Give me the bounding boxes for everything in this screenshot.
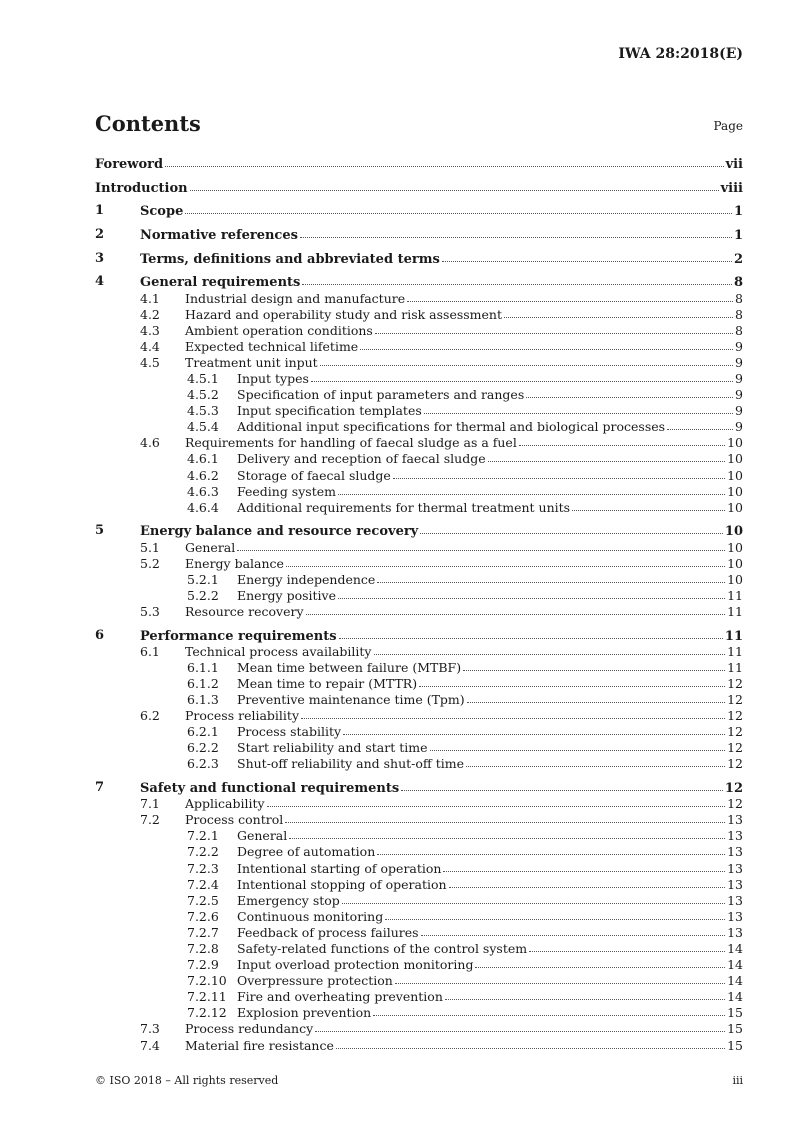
toc-entry-title: Specification of input parameters and ranges — [237, 387, 525, 403]
dot-leader — [301, 707, 725, 719]
toc-entry[interactable] — [95, 604, 743, 620]
toc-entry[interactable] — [95, 1021, 743, 1037]
toc-entry[interactable] — [95, 339, 743, 355]
toc-entry-number: 6.2.3 — [187, 756, 219, 772]
copyright-notice: © ISO 2018 – All rights reserved — [95, 1074, 279, 1087]
dot-leader — [449, 876, 726, 888]
toc-entry-title: Overpressure protection — [237, 973, 393, 989]
toc-entry-title: Degree of automation — [237, 844, 376, 860]
dot-leader — [375, 322, 733, 334]
toc-entry-title: Energy positive — [237, 587, 337, 603]
toc-entry[interactable] — [95, 307, 743, 323]
toc-entry[interactable] — [95, 227, 743, 243]
toc-entry-page: 10 — [727, 499, 743, 515]
toc-entry[interactable] — [95, 724, 743, 740]
toc-entry-title: Energy independence — [237, 571, 376, 587]
toc-entry-number: 7.2.8 — [187, 940, 219, 956]
dot-leader — [338, 587, 725, 599]
dot-leader — [320, 354, 733, 366]
toc-entry-title: Start reliability and start time — [237, 740, 428, 756]
toc-entry-page: 9 — [735, 403, 743, 419]
toc-entry[interactable] — [95, 451, 743, 467]
toc-entry-number: 4.5.4 — [187, 419, 219, 435]
toc-entry[interactable] — [95, 628, 743, 644]
dot-leader — [407, 290, 733, 302]
toc-entry-title: Input types — [237, 371, 309, 386]
toc-entry-title: Feeding system — [237, 483, 336, 499]
toc-entry-title: Emergency stop — [237, 892, 340, 908]
dot-leader — [306, 603, 726, 615]
toc-entry-title: Treatment unit input — [185, 354, 318, 370]
toc-entry-title: Energy balance — [185, 555, 284, 571]
toc-entry-page: 1 — [733, 228, 743, 244]
dot-leader — [286, 555, 725, 567]
toc-entry-title: Intentional stopping of operation — [237, 876, 447, 892]
dot-leader — [289, 827, 725, 839]
toc-entry[interactable] — [95, 588, 743, 604]
toc-entry-title: Requirements for handling of faecal sludge as a fuel — [185, 435, 517, 451]
toc-entry-page: 12 — [727, 756, 743, 772]
toc-entry-title: Introduction — [95, 180, 188, 196]
dot-leader — [488, 450, 725, 462]
dot-leader — [377, 843, 725, 855]
toc-entry-number: 4.1 — [140, 290, 160, 306]
toc-entry-page: 14 — [727, 940, 743, 956]
toc-entry[interactable] — [95, 572, 743, 588]
toc-entry-title: Preventive maintenance time (Tpm) — [237, 691, 465, 707]
toc-entry-number: 7.2.5 — [187, 892, 219, 908]
toc-entry-page: 11 — [727, 603, 743, 619]
toc-entry-page: viii — [720, 180, 743, 196]
toc-entry-number: 6 — [95, 627, 105, 643]
toc-entry-number: 5.3 — [140, 603, 160, 619]
toc-entry-number: 6.2 — [140, 708, 160, 724]
toc-entry[interactable] — [95, 435, 743, 451]
dot-leader — [526, 386, 733, 398]
toc-entry-title: General — [185, 539, 236, 555]
dot-leader — [373, 1004, 725, 1016]
toc-entry-title: Feedback of process failures — [237, 924, 419, 940]
toc-entry-number: 6.1 — [140, 643, 160, 659]
dot-leader — [311, 370, 733, 382]
toc-entry-page: 13 — [727, 924, 743, 940]
dot-leader — [519, 434, 725, 446]
dot-leader — [374, 643, 726, 655]
table-of-contents — [95, 156, 743, 1054]
toc-entry-number: 6.1.1 — [187, 659, 219, 675]
toc-entry-page: 10 — [724, 524, 743, 540]
dot-leader — [336, 1037, 725, 1049]
toc-entry-page: 12 — [724, 781, 743, 797]
dot-leader — [165, 155, 723, 167]
toc-entry-page: 10 — [727, 435, 743, 451]
toc-entry[interactable] — [95, 796, 743, 812]
toc-entry-title: Energy balance and resource recovery — [140, 524, 419, 540]
toc-entry[interactable] — [95, 660, 743, 676]
toc-entry-number: 4.5.1 — [187, 371, 219, 386]
toc-entry-number: 4 — [95, 274, 105, 290]
toc-entry-page: 13 — [727, 908, 743, 924]
toc-entry-number: 7.2.12 — [187, 1005, 227, 1021]
toc-entry[interactable] — [95, 371, 743, 387]
toc-entry-page: 10 — [727, 483, 743, 499]
dot-leader — [190, 179, 719, 191]
dot-leader — [338, 483, 725, 495]
toc-entry-page: 10 — [727, 451, 743, 467]
toc-entry-page: 13 — [727, 876, 743, 892]
toc-entry-page: 12 — [727, 740, 743, 756]
toc-entry-title: Intentional starting of operation — [237, 860, 442, 876]
toc-entry[interactable] — [95, 973, 743, 989]
toc-entry-number: 6.1.3 — [187, 691, 219, 707]
toc-entry-page: 10 — [727, 467, 743, 483]
toc-entry[interactable] — [95, 1038, 743, 1054]
toc-entry[interactable] — [95, 644, 743, 660]
toc-entry-title: Continuous monitoring — [237, 908, 384, 924]
dot-leader — [421, 924, 726, 936]
toc-entry[interactable] — [95, 957, 743, 973]
toc-entry-page: 14 — [727, 957, 743, 973]
toc-entry-title: Industrial design and manufacture — [185, 290, 406, 306]
dot-leader — [443, 860, 725, 872]
toc-entry[interactable] — [95, 828, 743, 844]
toc-entry-number: 4.6.4 — [187, 499, 219, 515]
toc-entry-title: Mean time to repair (MTTR) — [237, 675, 418, 691]
toc-entry-number: 6.2.1 — [187, 724, 219, 740]
toc-entry-title: Additional input specifications for thermal and biological processes — [237, 419, 666, 435]
dot-leader — [315, 1020, 725, 1032]
toc-entry-page: 13 — [727, 860, 743, 876]
dot-leader — [343, 723, 725, 735]
toc-entry-page: 9 — [735, 419, 743, 435]
toc-entry-title: Terms, definitions and abbreviated terms — [140, 251, 440, 267]
toc-entry-title: Safety and functional requirements — [140, 781, 400, 797]
toc-entry-page: 12 — [727, 796, 743, 812]
toc-entry[interactable] — [95, 484, 743, 500]
dot-leader — [424, 402, 733, 414]
dot-leader — [572, 499, 725, 511]
toc-entry[interactable] — [95, 844, 743, 860]
toc-entry-page: 8 — [735, 290, 743, 306]
toc-entry[interactable] — [95, 540, 743, 556]
toc-entry-title: Hazard and operability study and risk assessment — [185, 306, 502, 322]
toc-entry[interactable] — [95, 156, 743, 172]
toc-entry[interactable] — [95, 780, 743, 796]
toc-entry-number: 7.2.6 — [187, 908, 219, 924]
toc-entry[interactable] — [95, 708, 743, 724]
toc-entry-title: Delivery and reception of faecal sludge — [237, 451, 486, 467]
toc-entry-title: Fire and overheating prevention — [237, 989, 443, 1005]
dot-leader — [360, 338, 733, 350]
dot-leader — [504, 306, 733, 318]
toc-entry-page: 11 — [727, 643, 743, 659]
toc-entry-page: vii — [725, 157, 743, 172]
dot-leader — [529, 940, 725, 952]
toc-entry[interactable] — [95, 909, 743, 925]
toc-entry-title: Storage of faecal sludge — [237, 467, 391, 483]
toc-entry[interactable] — [95, 861, 743, 877]
toc-entry-number: 4.6.2 — [187, 467, 219, 483]
toc-entry-title: Normative references — [140, 228, 298, 244]
toc-entry-page: 12 — [727, 691, 743, 707]
toc-entry-number: 4.6 — [140, 435, 160, 451]
toc-entry-number: 7.1 — [140, 796, 160, 812]
toc-entry-number: 7.2.9 — [187, 957, 219, 973]
toc-entry-page: 1 — [733, 204, 743, 220]
toc-entry-number: 5 — [95, 523, 105, 539]
toc-entry[interactable] — [95, 756, 743, 772]
dot-leader — [463, 659, 725, 671]
dot-leader — [339, 627, 723, 639]
toc-entry[interactable] — [95, 989, 743, 1005]
toc-entry-number: 4.6.1 — [187, 451, 219, 467]
toc-entry[interactable] — [95, 812, 743, 828]
toc-entry-number: 5.2.2 — [187, 587, 219, 603]
toc-entry[interactable] — [95, 877, 743, 893]
toc-entry-title: Explosion prevention — [237, 1005, 372, 1021]
toc-entry-title: Safety-related functions of the control system — [237, 940, 528, 956]
page-number: iii — [732, 1074, 743, 1087]
toc-entry[interactable] — [95, 180, 743, 196]
toc-entry-page: 12 — [727, 724, 743, 740]
toc-entry-title: Resource recovery — [185, 603, 304, 619]
toc-entry-number: 2 — [95, 227, 105, 243]
toc-entry-number: 4.5.2 — [187, 387, 219, 403]
toc-entry[interactable] — [95, 387, 743, 403]
toc-entry-title: Material fire resistance — [185, 1037, 334, 1053]
toc-entry-title: Technical process availability — [185, 643, 372, 659]
toc-entry[interactable] — [95, 403, 743, 419]
toc-entry-number: 7.2.7 — [187, 924, 219, 940]
toc-entry-page: 13 — [727, 844, 743, 860]
dot-leader — [420, 522, 723, 534]
toc-entry-title: Process stability — [237, 724, 342, 740]
toc-entry-page: 8 — [733, 275, 743, 291]
dot-leader — [430, 739, 726, 751]
dot-leader — [393, 467, 725, 479]
toc-entry[interactable] — [95, 925, 743, 941]
dot-leader — [342, 892, 725, 904]
toc-entry[interactable] — [95, 323, 743, 339]
dot-leader — [377, 571, 725, 583]
toc-entry[interactable] — [95, 941, 743, 957]
toc-entry-title: Additional requirements for thermal treatment units — [237, 499, 571, 515]
toc-entry-title: Performance requirements — [140, 628, 337, 644]
toc-entry[interactable] — [95, 355, 743, 371]
toc-entry-page: 13 — [727, 892, 743, 908]
dot-leader — [237, 539, 725, 551]
toc-entry-title: General — [237, 828, 288, 844]
toc-entry-number: 3 — [95, 250, 105, 266]
toc-entry-number: 7.2.11 — [187, 989, 227, 1005]
toc-entry-page: 2 — [733, 251, 743, 267]
toc-entry-title: Foreword — [95, 157, 164, 172]
toc-entry-page: 15 — [727, 1005, 743, 1021]
dot-leader — [445, 988, 725, 1000]
toc-entry-page: 9 — [735, 354, 743, 370]
dot-leader — [401, 779, 723, 791]
toc-entry[interactable] — [95, 203, 743, 219]
toc-entry[interactable] — [95, 523, 743, 539]
toc-entry[interactable] — [95, 500, 743, 516]
toc-entry[interactable] — [95, 740, 743, 756]
toc-entry-number: 5.2 — [140, 555, 160, 571]
toc-entry-page: 9 — [735, 338, 743, 354]
dot-leader — [467, 691, 725, 703]
toc-entry-page: 15 — [727, 1021, 743, 1037]
toc-entry-page: 12 — [727, 675, 743, 691]
toc-entry-title: Process reliability — [185, 708, 300, 724]
toc-entry-title: Expected technical lifetime — [185, 338, 359, 354]
toc-entry[interactable] — [95, 274, 743, 290]
toc-entry-title: Process control — [185, 812, 284, 828]
toc-entry-page: 9 — [735, 371, 743, 386]
toc-entry-number: 4.5 — [140, 354, 160, 370]
toc-entry-page: 10 — [727, 539, 743, 555]
dot-leader — [285, 811, 725, 823]
toc-entry-title: Process redundancy — [185, 1021, 314, 1037]
toc-entry-number: 7.2 — [140, 812, 160, 828]
toc-entry-page: 9 — [735, 387, 743, 403]
toc-entry[interactable] — [95, 556, 743, 572]
toc-entry-page: 10 — [727, 555, 743, 571]
toc-entry-title: Input overload protection monitoring — [237, 957, 474, 973]
contents-heading: Contents — [95, 111, 201, 136]
toc-entry-number: 7 — [95, 780, 105, 796]
toc-entry-page: 12 — [727, 708, 743, 724]
document-id: IWA 28:2018(E) — [618, 46, 743, 62]
toc-entry-title: Ambient operation conditions — [185, 322, 373, 338]
toc-entry[interactable] — [95, 676, 743, 692]
toc-entry-number: 7.2.1 — [187, 828, 219, 844]
toc-entry-number: 4.6.3 — [187, 483, 219, 499]
toc-entry-page: 8 — [735, 306, 743, 322]
toc-entry-title: Mean time between failure (MTBF) — [237, 659, 462, 675]
toc-entry[interactable] — [95, 468, 743, 484]
toc-entry-number: 5.2.1 — [187, 571, 219, 587]
dot-leader — [185, 202, 732, 214]
toc-entry-number: 7.2.3 — [187, 860, 219, 876]
toc-entry-number: 7.4 — [140, 1037, 160, 1053]
toc-entry-number: 7.2.4 — [187, 876, 219, 892]
dot-leader — [466, 755, 725, 767]
toc-entry[interactable] — [95, 419, 743, 435]
toc-entry-page: 11 — [727, 587, 743, 603]
toc-entry-number: 6.1.2 — [187, 675, 219, 691]
dot-leader — [302, 273, 732, 285]
toc-entry-number: 4.5.3 — [187, 403, 219, 419]
toc-entry-page: 15 — [727, 1037, 743, 1053]
toc-entry-page: 13 — [727, 812, 743, 828]
dot-leader — [395, 972, 725, 984]
dot-leader — [385, 908, 725, 920]
dot-leader — [419, 675, 725, 687]
toc-entry-number: 6.2.2 — [187, 740, 219, 756]
page-column-label: Page — [713, 119, 743, 133]
dot-leader — [442, 250, 732, 262]
toc-entry-number: 1 — [95, 203, 105, 219]
toc-entry-page: 11 — [724, 628, 743, 644]
toc-entry-number: 4.2 — [140, 306, 160, 322]
toc-entry-title: Scope — [140, 204, 184, 220]
toc-entry-title: Input specification templates — [237, 403, 422, 419]
toc-entry-title: Applicability — [185, 796, 265, 812]
toc-entry-page: 8 — [735, 322, 743, 338]
dot-leader — [667, 418, 733, 430]
toc-entry-page: 13 — [727, 828, 743, 844]
dot-leader — [267, 795, 726, 807]
toc-entry-title: General requirements — [140, 275, 301, 291]
toc-entry[interactable] — [95, 893, 743, 909]
toc-entry-number: 4.4 — [140, 338, 160, 354]
toc-entry-number: 7.2.10 — [187, 973, 227, 989]
toc-entry-page: 11 — [727, 659, 743, 675]
dot-leader — [475, 956, 725, 968]
toc-entry-title: Shut-off reliability and shut-off time — [237, 756, 465, 772]
toc-entry-number: 7.3 — [140, 1021, 160, 1037]
dot-leader — [300, 226, 732, 238]
toc-entry-page: 10 — [727, 571, 743, 587]
toc-entry-number: 4.3 — [140, 322, 160, 338]
toc-entry[interactable] — [95, 291, 743, 307]
toc-entry[interactable] — [95, 692, 743, 708]
toc-entry-number: 7.2.2 — [187, 844, 219, 860]
toc-entry-page: 14 — [727, 989, 743, 1005]
toc-entry[interactable] — [95, 1005, 743, 1021]
toc-entry-page: 14 — [727, 973, 743, 989]
toc-entry[interactable] — [95, 251, 743, 267]
toc-entry-number: 5.1 — [140, 539, 160, 555]
